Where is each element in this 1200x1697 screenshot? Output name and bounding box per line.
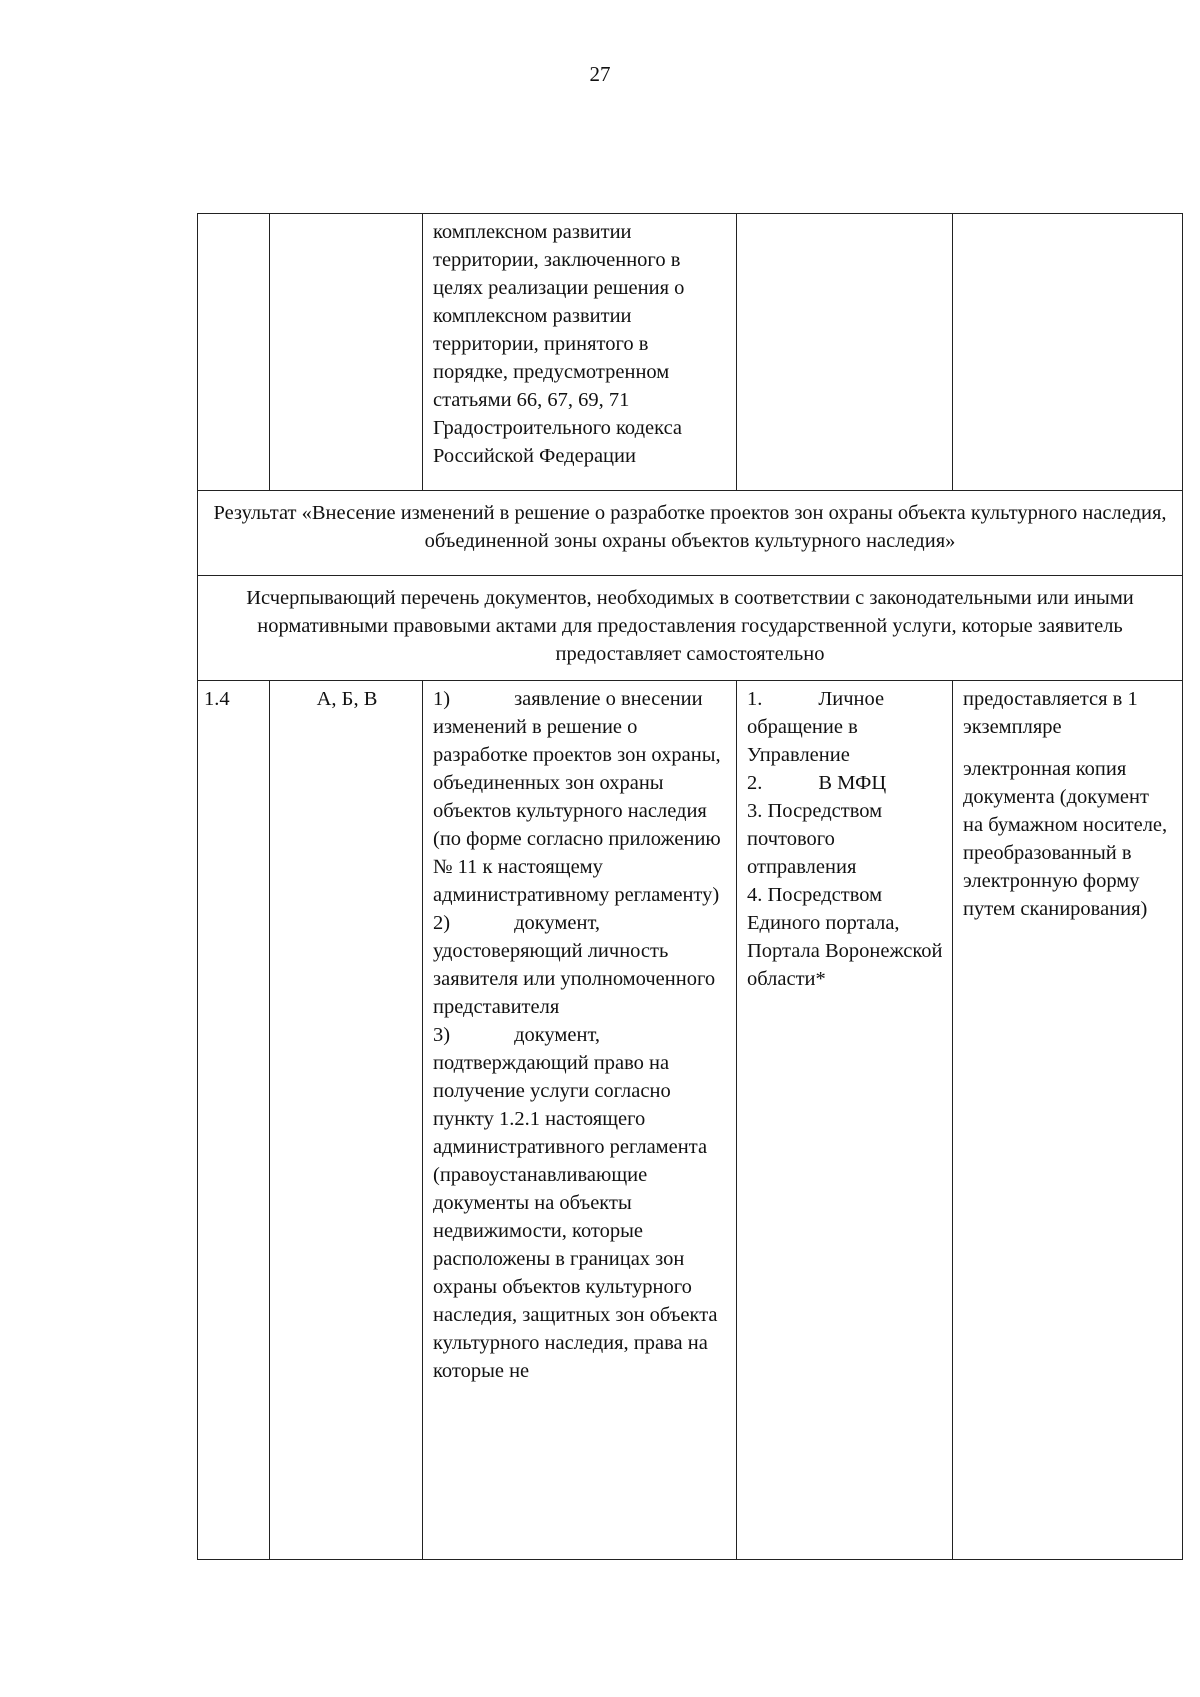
item-lead: документ, <box>514 912 600 934</box>
item-lead: заявление о внесении <box>514 688 703 710</box>
cell-document-continuation: комплексном развитии территории, заключенного в целях реализации решения о комплексном развитии территории, принятого в порядке, предусмотренном статьями 66, 67, 69, 71 Градостроительного кодекса Российской Федерации <box>423 214 737 491</box>
item-text: подтверждающий право на получение услуги согласно пункту 1.2.1 настоящего административного регламента (правоустанавливающие документы на объекты недвижимости, которые расположены в границах зон охраны объектов культурного наследия, защитных зон объекта культурного наследия, права на которые не <box>433 1052 718 1382</box>
item-text: почтового отправления <box>747 828 857 878</box>
item-marker: 1. <box>747 688 763 710</box>
item-text: Единого портала, Портала Воронежской области* <box>747 912 943 990</box>
table-row-result-heading <box>198 491 1183 576</box>
cell-method-empty <box>737 214 953 491</box>
form-note-copies: предоставляется в 1 экземпляре <box>963 688 1138 738</box>
documents-table <box>197 213 1183 1560</box>
cell-number: 1.4 <box>198 681 270 1560</box>
cell-form <box>953 681 1183 1560</box>
list-item <box>433 1021 728 1385</box>
list-item <box>433 685 728 909</box>
list-item <box>747 881 944 993</box>
cell-applicants: А, Б, В <box>270 681 423 1560</box>
item-marker: 2) <box>433 912 451 934</box>
list-heading: Исчерпывающий перечень документов, необходимых в соответствии с законодательными или иными нормативными правовыми актами для предоставления государственной услуги, которые заявитель предоставляет самостоятельно <box>198 576 1183 681</box>
list-item <box>747 797 944 881</box>
form-note-electronic: электронная копия документа (документ на бумажном носителе, преобразованный в электронную форму путем сканирования) <box>963 758 1168 920</box>
table-row-main <box>198 681 1183 1560</box>
item-lead: 4. Посредством <box>747 884 883 906</box>
list-item <box>747 769 944 797</box>
item-lead: документ, <box>514 1024 600 1046</box>
cell-methods <box>737 681 953 1560</box>
item-marker: 2. <box>747 772 763 794</box>
list-item <box>747 685 944 769</box>
list-item <box>433 909 728 1021</box>
cell-documents <box>423 681 737 1560</box>
cell-form-empty <box>953 214 1183 491</box>
item-text: изменений в решение о разработке проектов зон охраны, объединенных зон охраны объектов культурного наследия (по форме согласно приложению № 11 к настоящему административному регламенту) <box>433 716 721 906</box>
cell-applicants-empty <box>270 214 423 491</box>
item-lead: 3. Посредством <box>747 800 883 822</box>
page-number: 27 <box>589 62 611 86</box>
item-marker: 1) <box>433 688 451 710</box>
item-lead: Личное <box>818 688 885 710</box>
item-marker: 3) <box>433 1024 451 1046</box>
spacer <box>963 741 1174 755</box>
result-heading: Результат «Внесение изменений в решение о разработке проектов зон охраны объекта культурного наследия, объединенной зоны охраны объектов культурного наследия» <box>198 491 1183 576</box>
table-row-continuation <box>198 214 1183 491</box>
item-text: удостоверяющий личность заявителя или уполномоченного представителя <box>433 940 716 1018</box>
cell-number-empty <box>198 214 270 491</box>
table-row-list-heading <box>198 576 1183 681</box>
item-lead: В МФЦ <box>818 772 887 794</box>
item-text: обращение в Управление <box>747 716 858 766</box>
